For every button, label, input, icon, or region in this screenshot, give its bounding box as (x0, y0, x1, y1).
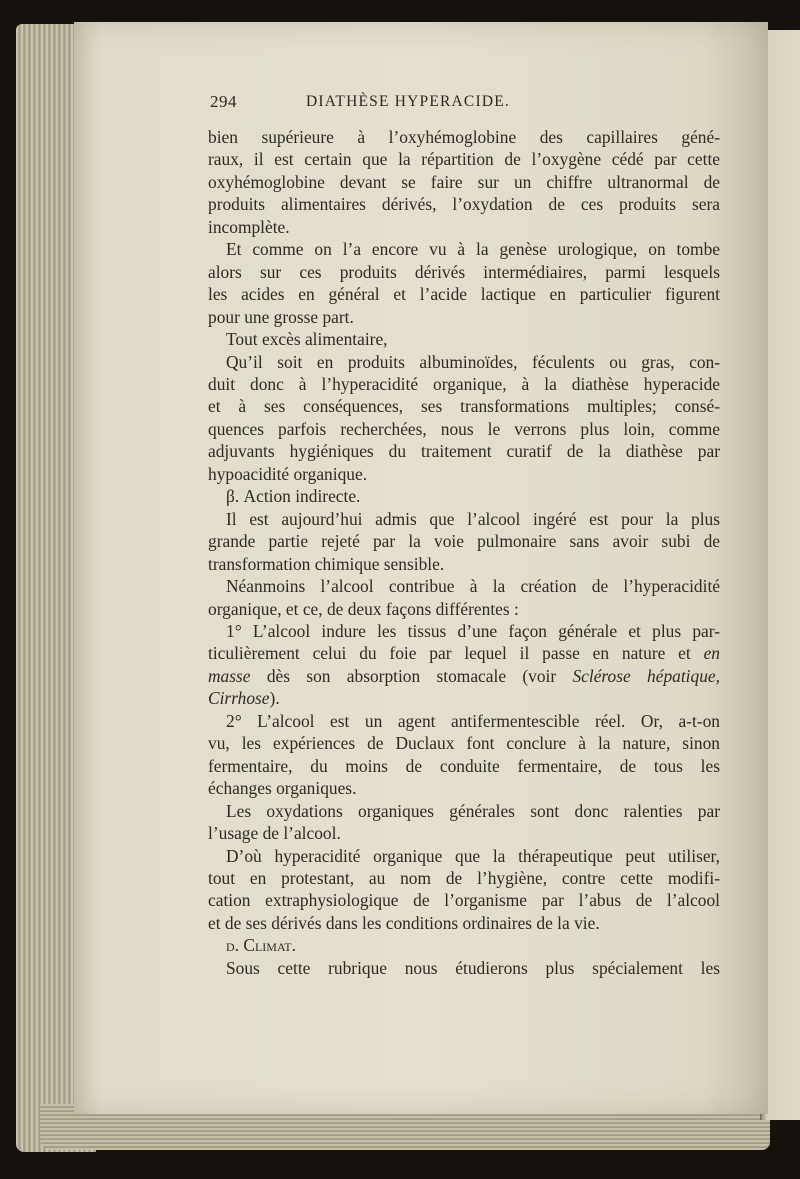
text-line (208, 800, 720, 822)
line-text: Sous cette rubrique nous étudierons plus spécialement les (226, 957, 720, 978)
text-line (208, 845, 720, 867)
text-line (208, 934, 720, 956)
line-text: organique, et ce, de deux façons différentes : (208, 598, 519, 619)
text-line (208, 238, 720, 260)
body-text (208, 126, 720, 979)
italic-text: Cirrhose (208, 688, 270, 709)
text-line (208, 373, 720, 395)
text-line (208, 642, 720, 664)
line-text: D’où hyperacidité organique que la thérapeutique peut utiliser, (226, 845, 720, 866)
text-line (208, 732, 720, 754)
line-text: pour une grosse part. (208, 306, 354, 327)
line-text: d. Climat. (226, 935, 296, 956)
line-text: duit donc à l’hyperacidité organique, à la diathèse hyperacide (208, 373, 720, 394)
text-line (208, 306, 720, 328)
line-text: ). (269, 688, 280, 709)
text-line (208, 755, 720, 777)
text-line (208, 351, 720, 373)
line-text: fermentaire, du moins de conduite fermentaire, de tous les (208, 755, 720, 776)
text-line (208, 328, 720, 350)
text-line (208, 957, 720, 979)
text-line (208, 530, 720, 552)
text-line (208, 440, 720, 462)
text-line (208, 485, 720, 507)
line-text: Et comme on l’a encore vu à la genèse urologique, on tombe (226, 239, 720, 260)
line-text: l’usage de l’alcool. (208, 823, 341, 844)
line-text: et de ses dérivés dans les conditions ordinaires de la vie. (208, 912, 600, 933)
line-text: dès son absorption stomacale (voir (250, 665, 557, 686)
line-text: alors sur ces produits dérivés intermédiaires, parmi lesquels (208, 261, 720, 282)
line-text: et à ses conséquences, ses transformations multiples; consé- (208, 396, 720, 417)
text-line (208, 418, 720, 440)
line-text: les acides en général et l’acide lactique en particulier figurent (208, 284, 720, 305)
text-line (208, 193, 720, 215)
text-line (208, 867, 720, 889)
line-text: hypoacidité organique. (208, 463, 368, 484)
line-text: Qu’il soit en produits albuminoïdes, féculents ou gras, con- (226, 351, 720, 372)
text-line (208, 687, 720, 709)
line-text: grande partie rejeté par la voie pulmonaire sans avoir subi de (208, 531, 720, 552)
text-line (208, 710, 720, 732)
line-text: incomplète. (208, 216, 290, 237)
text-line (208, 777, 720, 799)
text-line (208, 665, 720, 687)
text-line (208, 598, 720, 620)
italic-text: en (703, 643, 720, 664)
line-text: 1° L’alcool indure les tissus d’une façon générale et plus par- (226, 620, 720, 641)
text-line (208, 171, 720, 193)
line-text: ticulièrement celui du foie par lequel il passe en nature et (208, 643, 691, 664)
line-text: β. Action indirecte. (226, 486, 361, 507)
line-text: échanges organiques. (208, 778, 357, 799)
line-text: raux, il est certain que la répartition de l’oxygène cédé par cette (208, 149, 720, 170)
text-line (208, 912, 720, 934)
text-line (208, 126, 720, 148)
text-line (208, 261, 720, 283)
text-line (208, 620, 720, 642)
text-line (208, 575, 720, 597)
line-text: vu, les expériences de Duclaux font conclure à la nature, sinon (208, 733, 720, 754)
text-line (208, 822, 720, 844)
text-line (208, 283, 720, 305)
text-line (208, 553, 720, 575)
line-text: 2° L’alcool est un agent antifermentescible réel. Or, a-t-on (226, 710, 720, 731)
line-text: quences parfois recherchées, nous le verrons plus loin, comme (208, 418, 720, 439)
italic-text: Sclérose hépatique, (572, 665, 720, 686)
text-line (208, 395, 720, 417)
running-title: DIATHÈSE HYPERACIDE. (306, 93, 510, 110)
line-text: adjuvants hygiéniques du traitement curatif de la diathèse par (208, 441, 720, 462)
line-text: Néanmoins l’alcool contribue à la création de l’hyperacidité (226, 576, 720, 597)
line-text: Tout excès alimentaire, (226, 329, 388, 350)
line-text: cation extraphysiologique de l’organisme par l’abus de l’alcool (208, 890, 720, 911)
page-number: 294 (210, 92, 237, 111)
line-text: bien supérieure à l’oxyhémoglobine des capillaires géné- (208, 127, 720, 147)
line-text: transformation chimique sensible. (208, 553, 445, 574)
italic-text: masse (208, 665, 251, 686)
line-text: Les oxydations organiques générales sont donc ralenties par (226, 800, 720, 821)
line-text: Il est aujourd’hui admis que l’alcool ingéré est pour la plus (226, 508, 720, 529)
line-text: oxyhémoglobine devant se faire sur un chiffre ultranormal de (208, 171, 720, 192)
page-header (138, 92, 720, 116)
line-text: tout en protestant, au nom de l’hygiène, contre cette modifi- (208, 867, 720, 888)
text-line (208, 889, 720, 911)
text-line (208, 508, 720, 530)
text-line (208, 463, 720, 485)
line-text: produits alimentaires dérivés, l’oxydation de ces produits sera (208, 194, 720, 215)
text-line (208, 216, 720, 238)
text-line (208, 148, 720, 170)
